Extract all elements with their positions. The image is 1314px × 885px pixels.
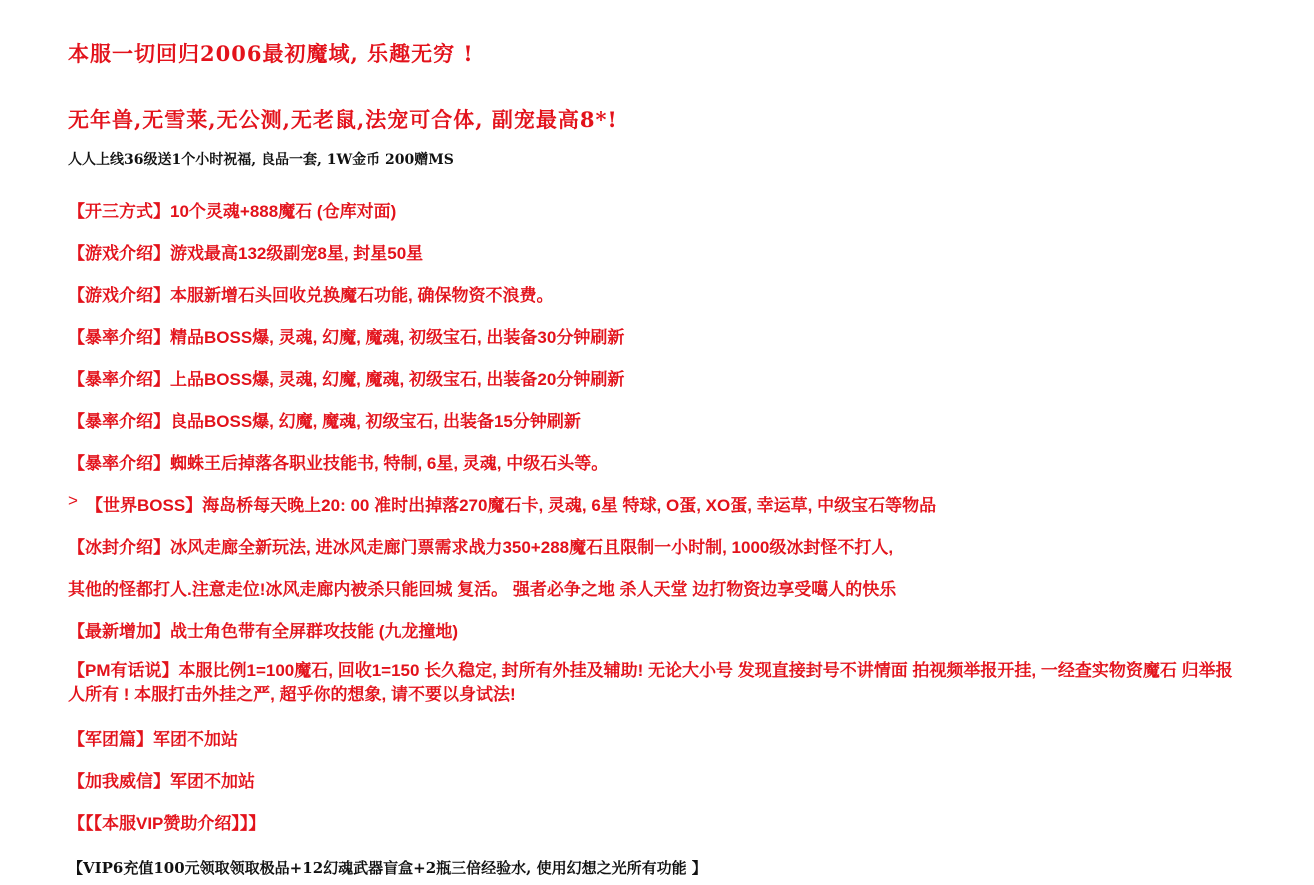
headline: 本服一切回归2006最初魔域, 乐趣无穷 !	[68, 41, 474, 66]
ice-seal-line: 【冰封介绍】冰风走廊全新玩法, 进冰风走廊门票需求战力350+288魔石且限制一小时制, 1000级冰封怪不打人,	[68, 538, 894, 557]
vip-section-title: 【【【本服VIP赞助介绍】】】	[68, 814, 266, 833]
list-item: 【游戏介绍】本服新增石头回收兑换魔石功能, 确保物资不浪费。	[68, 286, 554, 305]
list-item: 【开三方式】10个灵魂+888魔石 (仓库对面)	[68, 202, 397, 221]
quote-marker: >	[68, 491, 78, 510]
newest-addition-line: 【最新增加】战士角色带有全屏群攻技能 (九龙撞地)	[68, 622, 459, 641]
vip6-line: 【VIP6充值100元领取领取极品+12幻魂武器盲盒+2瓶三倍经验水, 使用幻想之光所有功能 】	[68, 859, 707, 877]
newbie-gift-line: 人人上线36级送1个小时祝福, 良品一套, 1W金币 200赠MS	[68, 152, 454, 168]
wechat-line: 【加我威信】军团不加站	[68, 772, 255, 791]
world-boss-line: 【世界BOSS】海岛桥每天晚上20: 00 准时出掉落270魔石卡, 灵魂, 6星 特球, O蛋, XO蛋, 幸运草, 中级宝石等物品	[86, 496, 937, 515]
pm-note-paragraph: 【PM有话说】本服比例1=100魔石, 回收1=150 长久稳定, 封所有外挂及辅助! 无论大小号 发现直接封号不讲情面 拍视频举报开挂, 一经查实物资魔石 归举报人所有 ! 本服打击外挂之严, 超乎你的想象, 请不要以身试法!	[68, 661, 1233, 704]
list-item: 【暴率介绍】上品BOSS爆, 灵魂, 幻魔, 魔魂, 初级宝石, 出装备20分钟刷新	[68, 370, 625, 389]
list-item: 【暴率介绍】精品BOSS爆, 灵魂, 幻魔, 魔魂, 初级宝石, 出装备30分钟刷新	[68, 328, 625, 347]
ice-seal-continued-line: 其他的怪都打人.注意走位!冰风走廊内被杀只能回城 复活。 强者必争之地 杀人天堂 边打物资边享受噶人的快乐	[68, 580, 897, 599]
list-item: 【暴率介绍】良品BOSS爆, 幻魔, 魔魂, 初级宝石, 出装备15分钟刷新	[68, 412, 581, 431]
list-item: 【游戏介绍】游戏最高132级副宠8星, 封星50星	[68, 244, 424, 263]
list-item: 【暴率介绍】蜘蛛王后掉落各职业技能书, 特制, 6星, 灵魂, 中级石头等。	[68, 454, 609, 473]
features-line: 无年兽,无雪莱,无公测,无老鼠,法宠可合体, 副宠最高8*!	[68, 107, 618, 132]
legion-line: 【军团篇】军团不加站	[68, 730, 238, 749]
